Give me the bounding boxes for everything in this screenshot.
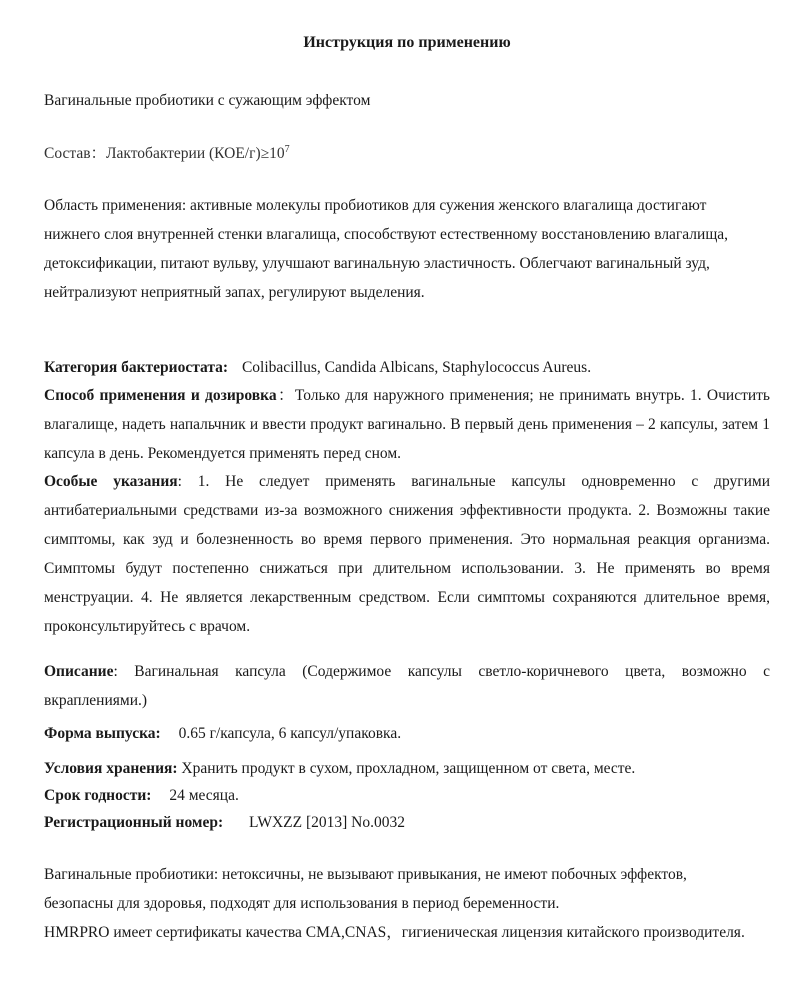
shelf-life-text: 24 месяца. [169,787,239,804]
certification-paragraph: HMRPRO имеет сертификаты качества CMA,CNAS，гигиеническая лицензия китайского производителя. [44,924,745,941]
bacteriostat-text: Colibacillus, Candida Albicans, Staphylococcus Aureus. [241,359,592,376]
application-area: Область применения: активные молекулы пробиотиков для сужения женского влагалища достигают нижнего слоя внутренней стенки влагалища, способствуют естественному восстановлению влагалища, детоксификации, питают вульву, улучшают вагинальную эластичность. Облегчают вагинальный зуд, нейтрализуют неприятный запах, регулируют выделения. [44,197,729,301]
storage-label: Условия хранения: [44,760,178,777]
composition-exponent: 7 [284,143,290,155]
description-paragraph [44,657,770,715]
description-label: Описание [44,663,114,680]
special-notes-text: : 1. Не следует применять вагинальные капсулы одновременно с другими антибатериальными средствами из-за возможного снижения эффективности продукта. 2. Возможны такие симптомы, как зуд и болезненность во время первого применения. Это нормальная реакция организма. Симптомы будут постепенно снижаться при длительном использовании. 3. Не применять во время менструации. 4. Не является лекарственным средством. Если симптомы сохраняются длительное время, проконсультируйтесь с врачом. [44,473,770,635]
composition-label: Состав： [44,145,107,162]
bacteriostat-line [44,353,770,382]
registration-line [44,808,770,837]
release-form-line [44,719,770,748]
composition-text: Лактобактерии (КОЕ/г)≥10 [106,145,285,162]
usage-text: ：Только для наружного применения; не принимать внутрь. 1. Очистить влагалище, надеть напальчник и ввести продукт вагинально. В первый день применения – 2 капсулы, затем 1 капсула в день. Рекомендуется применять перед сном. [44,387,770,462]
storage-text: Хранить продукт в сухом, прохладном, защищенном от света, месте. [181,760,636,777]
product-name: Вагинальные пробиотики с сужающим эффектом [44,92,371,109]
safety-paragraph: Вагинальные пробиотики: нетоксичны, не вызывают привыкания, не имеют побочных эффектов, безопасны для здоровья, подходят для использования в период беременности. [44,866,687,912]
registration-label: Регистрационный номер: [44,814,224,831]
release-form-text: 0.65 г/капсула, 6 капсул/упаковка. [178,725,402,742]
usage-paragraph [44,381,770,468]
release-form-label: Форма выпуска: [44,725,161,742]
shelf-life-line [44,781,770,810]
registration-text: LWXZZ [2013] No.0032 [249,814,405,831]
bacteriostat-label: Категория бактериостата: [44,359,229,376]
composition-line [44,139,770,168]
special-notes-paragraph [44,467,770,641]
usage-label: Способ применения и дозировка [44,387,277,404]
shelf-life-label: Срок годности: [44,787,152,804]
document-title: Инструкция по применению [303,34,511,51]
storage-line [44,754,770,783]
description-text: : Вагинальная капсула (Содержимое капсулы светло-коричневого цвета, возможно с вкраплениями.) [44,663,770,709]
special-notes-label: Особые указания [44,473,178,490]
